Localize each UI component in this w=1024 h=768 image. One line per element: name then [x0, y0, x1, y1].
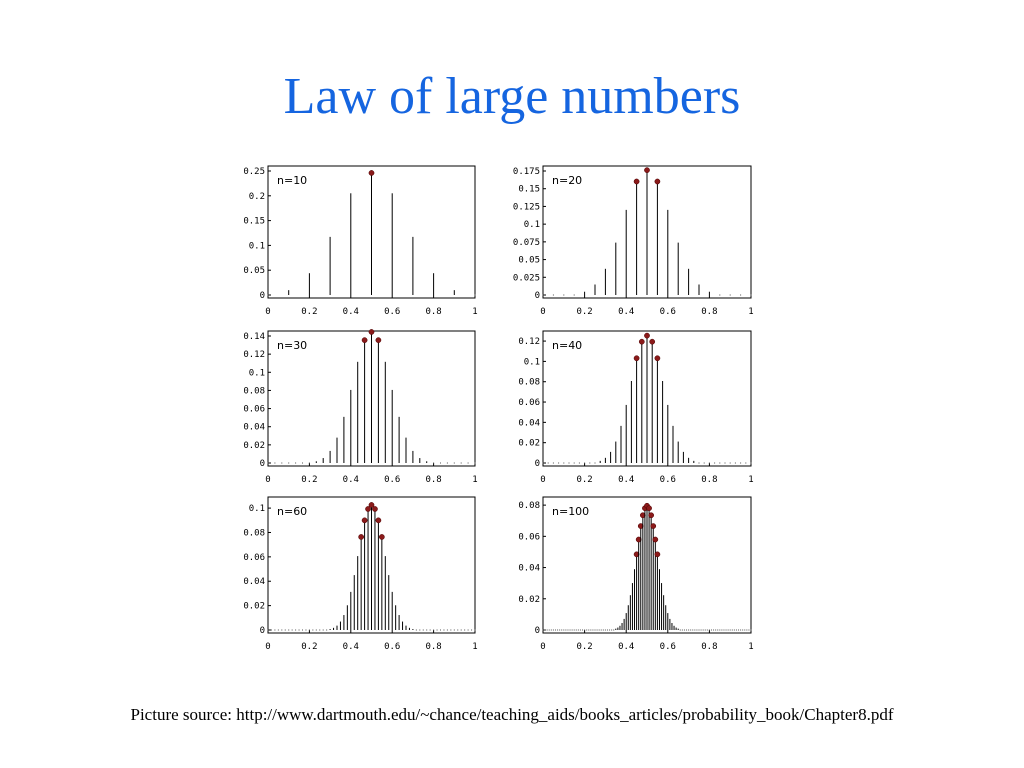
baseline-dot — [613, 630, 614, 631]
baseline-dot — [447, 630, 448, 631]
baseline-dot — [292, 630, 293, 631]
baseline-dot — [735, 463, 736, 464]
x-tick-label: 0.2 — [576, 642, 593, 652]
baseline-dot — [684, 630, 685, 631]
baseline-dot — [740, 630, 741, 631]
baseline-dot — [680, 630, 681, 631]
baseline-dot — [309, 463, 310, 464]
x-tick-label: 0 — [540, 475, 546, 485]
y-tick-label: 0.12 — [518, 337, 540, 348]
baseline-dot — [548, 463, 549, 464]
y-tick-label: 0.125 — [512, 202, 540, 213]
baseline-dot — [715, 630, 716, 631]
baseline-dot — [454, 463, 455, 464]
highlight-point — [369, 170, 374, 175]
baseline-dot — [590, 630, 591, 631]
y-tick-label: 0.04 — [243, 422, 265, 433]
baseline-dot — [561, 630, 562, 631]
panel-label: n=20 — [552, 174, 583, 187]
baseline-dot — [603, 630, 604, 631]
x-tick-label: 1 — [472, 307, 478, 317]
baseline-dot — [433, 630, 434, 631]
highlight-point — [376, 518, 381, 523]
y-tick-label: 0.08 — [518, 377, 540, 388]
y-tick-label: 0.05 — [518, 255, 540, 266]
baseline-dot — [543, 630, 544, 631]
baseline-dot — [464, 630, 465, 631]
baseline-dot — [423, 630, 424, 631]
y-tick-label: 0.15 — [518, 184, 540, 195]
x-tick-label: 0.8 — [701, 642, 718, 652]
baseline-dot — [295, 463, 296, 464]
panel-label: n=30 — [277, 339, 308, 352]
baseline-dot — [740, 295, 741, 296]
highlight-point — [646, 506, 651, 511]
y-tick-label: 0.08 — [243, 528, 265, 539]
baseline-dot — [555, 630, 556, 631]
baseline-dot — [746, 630, 747, 631]
baseline-dot — [295, 630, 296, 631]
baseline-dot — [475, 630, 476, 631]
baseline-dot — [461, 463, 462, 464]
baseline-dot — [748, 630, 749, 631]
baseline-dot — [440, 463, 441, 464]
baseline-dot — [454, 630, 455, 631]
baseline-dot — [553, 630, 554, 631]
y-tick-label: 0.025 — [512, 273, 540, 284]
baseline-dot — [607, 630, 608, 631]
x-tick-label: 1 — [748, 642, 754, 652]
baseline-dot — [574, 630, 575, 631]
baseline-dot — [726, 630, 727, 631]
baseline-dot — [703, 630, 704, 631]
baseline-dot — [586, 630, 587, 631]
y-tick-label: 0.15 — [243, 216, 265, 227]
baseline-dot — [271, 630, 272, 631]
x-tick-label: 0 — [265, 307, 271, 317]
y-tick-label: 0.02 — [243, 440, 265, 451]
highlight-point — [379, 534, 384, 539]
y-tick-label: 0.08 — [243, 386, 265, 397]
baseline-dot — [558, 463, 559, 464]
y-tick-label: 0.04 — [243, 577, 265, 588]
baseline-dot — [595, 463, 596, 464]
highlight-point — [655, 552, 660, 557]
chart-panel-n20 — [513, 166, 754, 317]
baseline-dot — [605, 630, 606, 631]
baseline-dot — [461, 630, 462, 631]
baseline-dot — [309, 630, 310, 631]
y-tick-label: 0.06 — [518, 532, 540, 543]
x-tick-label: 0.2 — [301, 475, 318, 485]
baseline-dot — [723, 630, 724, 631]
panel-label: n=40 — [552, 339, 583, 352]
baseline-dot — [704, 463, 705, 464]
baseline-dot — [288, 463, 289, 464]
baseline-dot — [299, 630, 300, 631]
baseline-dot — [707, 630, 708, 631]
y-tick-label: 0.1 — [523, 357, 540, 368]
baseline-dot — [730, 295, 731, 296]
baseline-dot — [450, 630, 451, 631]
chart-panel-n10 — [243, 166, 477, 317]
baseline-dot — [543, 295, 544, 296]
baseline-dot — [553, 463, 554, 464]
baseline-dot — [713, 630, 714, 631]
highlight-point — [372, 506, 377, 511]
baseline-dot — [738, 630, 739, 631]
baseline-dot — [721, 630, 722, 631]
x-tick-label: 0 — [540, 642, 546, 652]
baseline-dot — [563, 630, 564, 631]
x-tick-label: 1 — [748, 307, 754, 317]
baseline-dot — [719, 630, 720, 631]
baseline-dot — [584, 463, 585, 464]
y-tick-label: 0.02 — [518, 438, 540, 449]
picture-source-caption: Picture source: http://www.dartmouth.edu/~chance/teaching_aids/books_articles/probability_book/Chapter8.pdf — [130, 705, 894, 724]
x-tick-label: 0.4 — [618, 307, 635, 317]
baseline-dot — [440, 630, 441, 631]
baseline-dot — [709, 630, 710, 631]
baseline-dot — [416, 630, 417, 631]
baseline-dot — [611, 630, 612, 631]
x-tick-label: 0.8 — [701, 307, 718, 317]
y-tick-label: 0.075 — [512, 237, 540, 248]
x-tick-label: 0.6 — [384, 307, 401, 317]
y-tick-label: 0 — [259, 626, 265, 636]
baseline-dot — [580, 630, 581, 631]
baseline-dot — [468, 630, 469, 631]
baseline-dot — [281, 630, 282, 631]
x-tick-label: 0.6 — [384, 475, 401, 485]
y-tick-label: 0.25 — [243, 167, 265, 177]
y-tick-label: 0.14 — [243, 332, 265, 342]
baseline-dot — [579, 463, 580, 464]
baseline-dot — [545, 630, 546, 631]
baseline-dot — [597, 630, 598, 631]
baseline-dot — [595, 630, 596, 631]
x-tick-label: 0.2 — [576, 475, 593, 485]
baseline-dot — [326, 630, 327, 631]
baseline-dot — [475, 463, 476, 464]
x-tick-label: 0.6 — [659, 475, 676, 485]
x-tick-label: 0 — [540, 307, 546, 317]
x-tick-label: 1 — [748, 475, 754, 485]
baseline-dot — [288, 630, 289, 631]
baseline-dot — [711, 630, 712, 631]
baseline-dot — [268, 630, 269, 631]
y-tick-label: 0.1 — [248, 504, 265, 515]
baseline-dot — [742, 630, 743, 631]
panel-label: n=100 — [552, 505, 590, 518]
panel-label: n=60 — [277, 505, 308, 518]
baseline-dot — [426, 630, 427, 631]
baseline-dot — [572, 630, 573, 631]
y-tick-label: 0.06 — [243, 404, 265, 415]
highlight-point — [655, 356, 660, 361]
baseline-dot — [609, 630, 610, 631]
x-tick-label: 0.8 — [701, 475, 718, 485]
x-tick-label: 0.6 — [659, 642, 676, 652]
highlight-point — [644, 333, 649, 338]
highlight-point — [634, 356, 639, 361]
baseline-dot — [559, 630, 560, 631]
baseline-dot — [547, 630, 548, 631]
highlight-point — [634, 179, 639, 184]
baseline-dot — [699, 630, 700, 631]
x-tick-label: 0.4 — [342, 307, 359, 317]
highlight-point — [639, 339, 644, 344]
baseline-dot — [268, 463, 269, 464]
chart-panel-n60 — [243, 497, 477, 652]
y-tick-label: 0.06 — [518, 398, 540, 409]
baseline-dot — [688, 630, 689, 631]
baseline-dot — [574, 463, 575, 464]
y-tick-label: 0.06 — [243, 552, 265, 563]
baseline-dot — [592, 630, 593, 631]
y-tick-label: 0.08 — [518, 501, 540, 512]
highlight-point — [362, 338, 367, 343]
baseline-dot — [316, 630, 317, 631]
y-tick-label: 0 — [534, 459, 540, 469]
y-tick-label: 0.12 — [243, 350, 265, 361]
baseline-dot — [717, 630, 718, 631]
baseline-dot — [599, 630, 600, 631]
x-tick-label: 0.2 — [301, 642, 318, 652]
x-tick-label: 0.4 — [618, 475, 635, 485]
baseline-dot — [274, 630, 275, 631]
chart-panel-n30 — [243, 329, 477, 485]
baseline-dot — [278, 630, 279, 631]
baseline-dot — [744, 630, 745, 631]
baseline-dot — [553, 295, 554, 296]
y-tick-label: 0.02 — [243, 601, 265, 612]
x-tick-label: 0.6 — [659, 307, 676, 317]
baseline-dot — [740, 463, 741, 464]
y-tick-label: 0 — [534, 626, 540, 636]
baseline-dot — [719, 463, 720, 464]
baseline-dot — [589, 463, 590, 464]
x-tick-label: 1 — [472, 475, 478, 485]
slide-title: Law of large numbers — [283, 68, 741, 125]
baseline-dot — [690, 630, 691, 631]
baseline-dot — [468, 463, 469, 464]
baseline-dot — [447, 463, 448, 464]
baseline-dot — [419, 630, 420, 631]
baseline-dot — [569, 463, 570, 464]
x-tick-label: 0.2 — [576, 307, 593, 317]
baseline-dot — [567, 630, 568, 631]
baseline-dot — [709, 463, 710, 464]
baseline-dot — [565, 630, 566, 631]
baseline-dot — [274, 463, 275, 464]
x-tick-label: 0.8 — [425, 642, 442, 652]
highlight-point — [651, 523, 656, 528]
x-tick-label: 0 — [265, 642, 271, 652]
baseline-dot — [576, 630, 577, 631]
baseline-dot — [443, 630, 444, 631]
baseline-dot — [692, 630, 693, 631]
baseline-dot — [285, 630, 286, 631]
baseline-dot — [701, 630, 702, 631]
baseline-dot — [730, 630, 731, 631]
chart-panel-n100 — [518, 497, 753, 652]
y-tick-label: 0.2 — [248, 191, 265, 202]
y-tick-label: 0.05 — [243, 266, 265, 277]
x-tick-label: 0.4 — [618, 642, 635, 652]
highlight-point — [359, 534, 364, 539]
baseline-dot — [751, 630, 752, 631]
y-tick-label: 0.1 — [523, 220, 540, 231]
baseline-dot — [601, 630, 602, 631]
baseline-dot — [686, 630, 687, 631]
baseline-dot — [751, 463, 752, 464]
baseline-dot — [305, 630, 306, 631]
x-tick-label: 0.4 — [342, 642, 359, 652]
highlight-point — [650, 339, 655, 344]
x-tick-label: 0.4 — [342, 475, 359, 485]
baseline-dot — [699, 463, 700, 464]
baseline-dot — [714, 463, 715, 464]
y-tick-label: 0.1 — [248, 241, 265, 252]
baseline-dot — [728, 630, 729, 631]
baseline-dot — [574, 295, 575, 296]
baseline-dot — [719, 295, 720, 296]
x-tick-label: 1 — [472, 642, 478, 652]
baseline-dot — [578, 630, 579, 631]
y-tick-label: 0 — [534, 291, 540, 301]
baseline-dot — [751, 295, 752, 296]
baseline-dot — [302, 630, 303, 631]
baseline-dot — [730, 463, 731, 464]
baseline-dot — [588, 630, 589, 631]
baseline-dot — [570, 630, 571, 631]
baseline-dot — [682, 630, 683, 631]
baseline-dot — [551, 630, 552, 631]
baseline-dot — [582, 630, 583, 631]
baseline-dot — [268, 295, 269, 296]
highlight-point — [655, 179, 660, 184]
baseline-dot — [732, 630, 733, 631]
highlight-point — [376, 338, 381, 343]
baseline-dot — [430, 630, 431, 631]
highlight-point — [369, 329, 374, 334]
y-tick-label: 0 — [259, 459, 265, 469]
baseline-dot — [302, 463, 303, 464]
baseline-dot — [549, 630, 550, 631]
baseline-dot — [471, 630, 472, 631]
baseline-dot — [323, 630, 324, 631]
y-tick-label: 0.04 — [518, 418, 540, 429]
y-tick-label: 0.175 — [512, 167, 540, 177]
baseline-dot — [734, 630, 735, 631]
x-tick-label: 0.8 — [425, 475, 442, 485]
baseline-dot — [705, 630, 706, 631]
baseline-dot — [281, 463, 282, 464]
baseline-dot — [745, 463, 746, 464]
panel-label: n=10 — [277, 174, 308, 187]
baseline-dot — [319, 630, 320, 631]
baseline-dot — [736, 630, 737, 631]
baseline-dot — [694, 630, 695, 631]
x-tick-label: 0.8 — [425, 307, 442, 317]
chart-panel-n40 — [518, 331, 753, 485]
baseline-dot — [475, 295, 476, 296]
baseline-dot — [457, 630, 458, 631]
y-tick-label: 0.02 — [518, 594, 540, 605]
x-tick-label: 0.6 — [384, 642, 401, 652]
highlight-point — [653, 537, 658, 542]
baseline-dot — [584, 630, 585, 631]
baseline-dot — [312, 630, 313, 631]
highlight-point — [362, 518, 367, 523]
baseline-dot — [557, 630, 558, 631]
y-tick-label: 0 — [259, 291, 265, 301]
y-tick-label: 0.04 — [518, 563, 540, 574]
baseline-dot — [725, 463, 726, 464]
x-tick-label: 0 — [265, 475, 271, 485]
baseline-dot — [696, 630, 697, 631]
baseline-dot — [433, 463, 434, 464]
baseline-dot — [437, 630, 438, 631]
highlight-point — [649, 513, 654, 518]
baseline-dot — [563, 463, 564, 464]
baseline-dot — [563, 295, 564, 296]
x-tick-label: 0.2 — [301, 307, 318, 317]
baseline-dot — [543, 463, 544, 464]
highlight-point — [644, 168, 649, 173]
y-tick-label: 0.1 — [248, 368, 265, 379]
